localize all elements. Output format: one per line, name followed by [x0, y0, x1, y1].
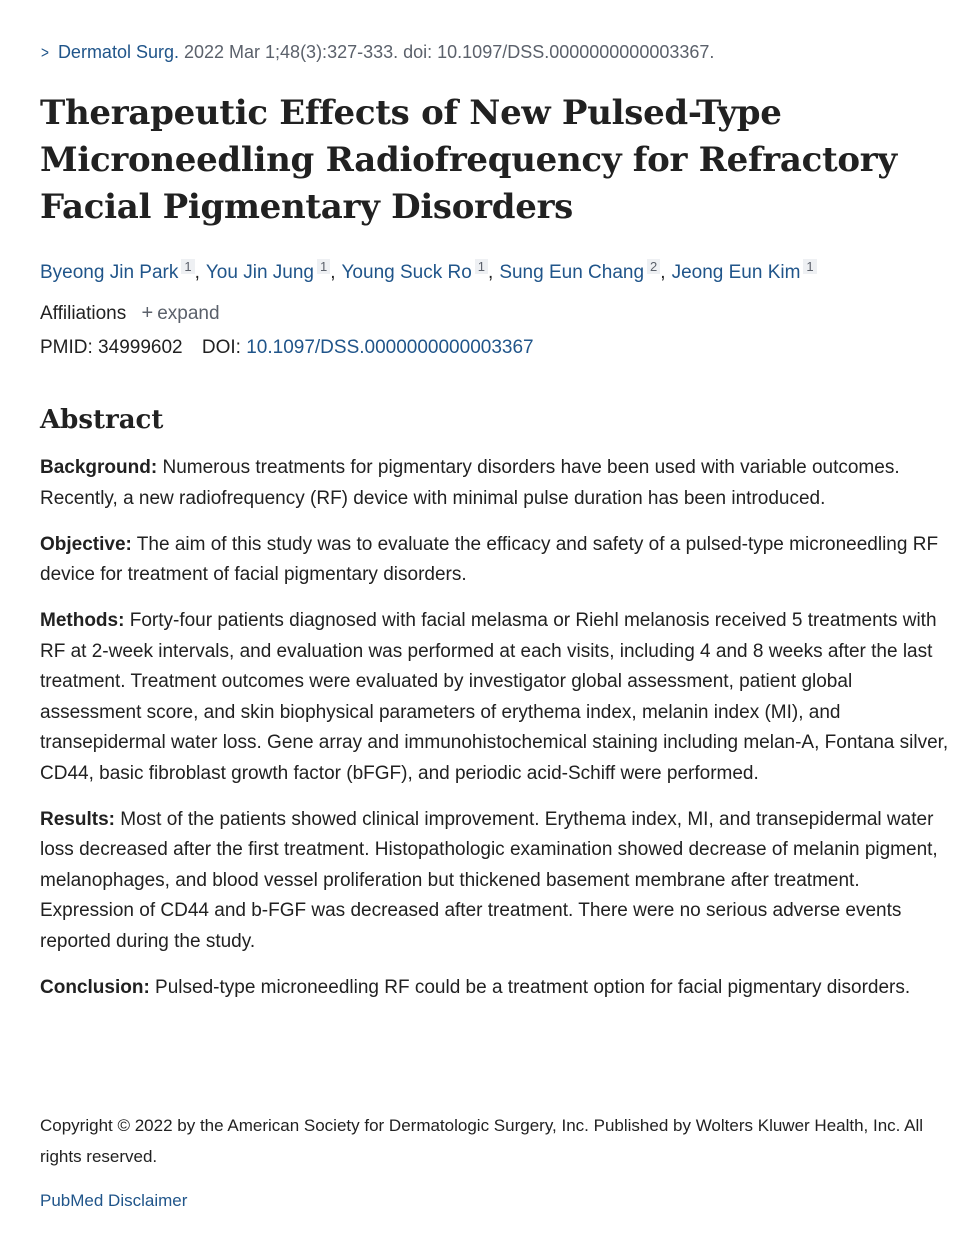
- affiliation-ref[interactable]: 1: [317, 259, 330, 274]
- abstract-methods: [40, 606, 952, 789]
- author-separator: ,: [488, 262, 494, 283]
- author-link[interactable]: Jeong Eun Kim: [671, 262, 801, 283]
- section-label: Results:: [40, 808, 115, 830]
- section-text: The aim of this study was to evaluate the efficacy and safety of a pulsed-type microneedling RF device for treatment of facial pigmentary disorders.: [40, 533, 939, 585]
- abstract-objective: [40, 530, 952, 591]
- pmid: PMID: 34999602: [40, 337, 183, 358]
- pubmed-disclaimer-link[interactable]: PubMed Disclaimer: [40, 1191, 188, 1210]
- section-label: Methods:: [40, 610, 125, 631]
- abstract-background: [40, 453, 952, 514]
- author-link[interactable]: Byeong Jin Park: [40, 262, 179, 283]
- author-link[interactable]: You Jin Jung: [205, 262, 314, 283]
- section-text: Most of the patients showed clinical improvement. Erythema index, MI, and transepidermal water loss decreased after the first treatment. Histopathologic examination showed decrease of melanin pigment, melanophages, and blood vessel proliferation but thickened basement membrane after treatment. Expression of CD44 and b-FGF was decreased after treatment. There were no serious adverse events reported during the study.: [40, 808, 938, 952]
- section-text: Forty-four patients diagnosed with facial melasma or Riehl melanosis received 5 treatments with RF at 2-week intervals, and evaluation was performed at each visits, including 4 and 8 weeks after the last treatment. Treatment outcomes were evaluated by investigator global assessment, patient global assessment score, and skin biophysical parameters of erythema index, melanin index (MI), and transepidermal water loss. Gene array and immunohistochemical staining including melan-A, Fontana silver, CD44, basic fibroblast growth factor (bFGF), and periodic acid-Schiff were performed.: [40, 610, 949, 784]
- section-label: Background:: [40, 457, 158, 478]
- abstract-body: [40, 453, 952, 1019]
- author-separator: ,: [660, 262, 666, 283]
- affiliation-ref[interactable]: 2: [647, 259, 660, 274]
- section-text: Numerous treatments for pigmentary disorders have been used with variable outcomes. Recently, a new radiofrequency (RF) device with minimal pulse duration has been introduced.: [40, 457, 900, 509]
- article-title: Therapeutic Effects of New Pulsed-Type Microneedling Radiofrequency for Refractory Facial Pigmentary Disorders: [40, 93, 897, 227]
- abstract-conclusion: [40, 973, 952, 1004]
- author-link[interactable]: Young Suck Ro: [341, 262, 472, 283]
- citation-details: 2022 Mar 1;48(3):327-333. doi: 10.1097/DSS.0000000000003367.: [178, 42, 715, 62]
- identifiers-row: [40, 333, 534, 363]
- chevron-right-icon[interactable]: >: [40, 43, 49, 62]
- disclaimer-row: [40, 1187, 187, 1215]
- abstract-results: [40, 805, 952, 958]
- journal-link[interactable]: Dermatol Surg.: [57, 42, 179, 62]
- affiliations-label: Affiliations: [40, 303, 127, 324]
- section-label: Objective:: [40, 533, 132, 555]
- affiliation-ref[interactable]: 1: [475, 259, 488, 274]
- section-label: Conclusion:: [40, 976, 150, 998]
- author-list: [40, 252, 817, 288]
- plus-icon: +: [141, 302, 154, 324]
- author-link[interactable]: Sung Eun Chang: [499, 262, 645, 283]
- author-separator: ,: [194, 262, 200, 283]
- author-separator: ,: [330, 262, 336, 283]
- affiliations-row: [40, 298, 220, 329]
- affiliation-ref[interactable]: 1: [803, 259, 816, 274]
- affiliation-ref[interactable]: 1: [181, 259, 194, 274]
- affiliations-expand-button[interactable]: [142, 303, 220, 324]
- copyright-notice: Copyright © 2022 by the American Society for Dermatologic Surgery, Inc. Published by Wolters Kluwer Health, Inc. All rights reserved.: [40, 1116, 924, 1166]
- section-text: Pulsed-type microneedling RF could be a treatment option for facial pigmentary disorders.: [149, 976, 911, 998]
- doi-link[interactable]: 10.1097/DSS.0000000000003367: [246, 337, 534, 358]
- abstract-heading: Abstract: [40, 405, 164, 435]
- expand-label: expand: [157, 303, 220, 324]
- doi-label: DOI:: [201, 337, 241, 358]
- citation-line: [40, 38, 714, 67]
